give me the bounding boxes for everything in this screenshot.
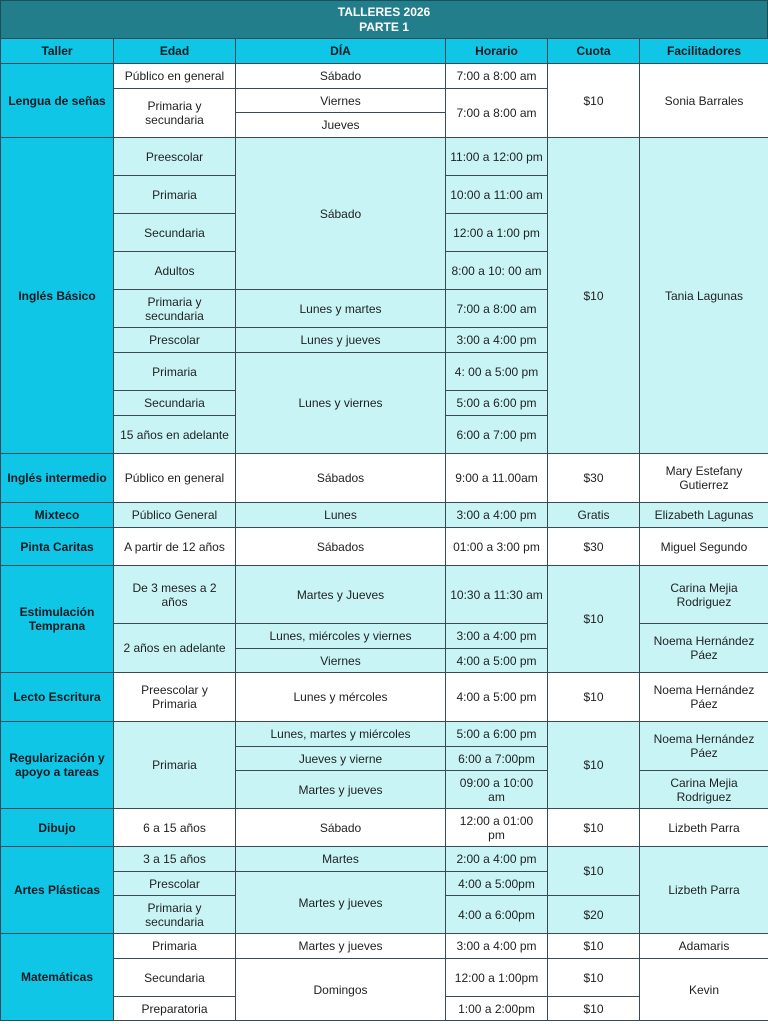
- horario-cell: 8:00 a 10: 00 am: [446, 252, 548, 290]
- cuota-cell: $10: [548, 138, 640, 454]
- header-horario: Horario: [446, 39, 548, 64]
- edad-cell: Prescolar: [114, 328, 236, 353]
- taller-cell: Inglés intermedio: [1, 454, 114, 503]
- facilitadores-cell: Noema Hernández Páez: [640, 722, 768, 771]
- edad-cell: Secundaria: [114, 959, 236, 997]
- edad-cell: Secundaria: [114, 214, 236, 252]
- dia-cell: Martes y jueves: [236, 771, 446, 809]
- dia-cell: Sábado: [236, 138, 446, 290]
- horario-cell: 7:00 a 8:00 am: [446, 64, 548, 89]
- taller-cell: Lengua de señas: [1, 64, 114, 138]
- header-row: [1, 39, 768, 64]
- dia-cell: Lunes, martes y miércoles: [236, 722, 446, 747]
- edad-cell: 3 a 15 años: [114, 847, 236, 872]
- cuota-cell: $10: [548, 934, 640, 959]
- edad-cell: Primaria: [114, 353, 236, 391]
- title-line-1: TALLERES 2026: [337, 4, 431, 19]
- taller-cell: Matemáticas: [1, 934, 114, 1021]
- edad-cell: Adultos: [114, 252, 236, 290]
- dia-cell: Domingos: [236, 959, 446, 1021]
- edad-cell: Preescolar: [114, 138, 236, 176]
- facilitadores-cell: Adamaris: [640, 934, 768, 959]
- horario-cell: 4:00 a 5:00pm: [446, 872, 548, 896]
- horario-cell: 5:00 a 6:00 pm: [446, 722, 548, 747]
- horario-cell: 3:00 a 4:00 pm: [446, 934, 548, 959]
- table-row: [1, 722, 768, 747]
- edad-cell: Primaria: [114, 176, 236, 214]
- cuota-cell: $10: [548, 997, 640, 1021]
- dia-cell: Martes y jueves: [236, 872, 446, 934]
- cuota-cell: $10: [548, 847, 640, 896]
- cuota-cell: $30: [548, 454, 640, 503]
- dia-cell: Lunes: [236, 503, 446, 528]
- header-facilitadores: Facilitadores: [640, 39, 768, 64]
- table-row: [1, 624, 768, 649]
- dia-cell: Sábados: [236, 528, 446, 566]
- dia-cell: Lunes y viernes: [236, 353, 446, 454]
- horario-cell: 4:00 a 5:00 pm: [446, 673, 548, 722]
- schedule-table: [0, 38, 768, 1021]
- cuota-cell: $20: [548, 896, 640, 934]
- table-row: [1, 138, 768, 176]
- taller-cell: Inglés Básico: [1, 138, 114, 454]
- dia-cell: Lunes y mércoles: [236, 673, 446, 722]
- horario-cell: 7:00 a 8:00 am: [446, 290, 548, 328]
- horario-cell: 10:30 a 11:30 am: [446, 566, 548, 624]
- table-row: [1, 566, 768, 624]
- document-title: [0, 0, 768, 39]
- edad-cell: Público General: [114, 503, 236, 528]
- table-row: [1, 64, 768, 89]
- horario-cell: 7:00 a 8:00 am: [446, 89, 548, 138]
- horario-cell: 5:00 a 6:00 pm: [446, 391, 548, 416]
- horario-cell: 11:00 a 12:00 pm: [446, 138, 548, 176]
- horario-cell: 12:00 a 1:00 pm: [446, 214, 548, 252]
- edad-cell: De 3 meses a 2 años: [114, 566, 236, 624]
- edad-cell: Primaria y secundaria: [114, 89, 236, 138]
- horario-cell: 6:00 a 7:00 pm: [446, 416, 548, 454]
- dia-cell: Jueves: [236, 113, 446, 138]
- dia-cell: Sábados: [236, 454, 446, 503]
- horario-cell: 3:00 a 4:00 pm: [446, 503, 548, 528]
- taller-cell: Estimulación Temprana: [1, 566, 114, 673]
- facilitadores-cell: Mary Estefany Gutierrez: [640, 454, 768, 503]
- dia-cell: Viernes: [236, 89, 446, 113]
- table-row: [1, 673, 768, 722]
- edad-cell: Primaria y secundaria: [114, 896, 236, 934]
- table-row: [1, 809, 768, 847]
- taller-cell: Pinta Caritas: [1, 528, 114, 566]
- edad-cell: 6 a 15 años: [114, 809, 236, 847]
- horario-cell: 9:00 a 11.00am: [446, 454, 548, 503]
- edad-cell: Preparatoria: [114, 997, 236, 1021]
- horario-cell: 01:00 a 3:00 pm: [446, 528, 548, 566]
- cuota-cell: $10: [548, 959, 640, 997]
- table-row: [1, 934, 768, 959]
- edad-cell: Público en general: [114, 454, 236, 503]
- facilitadores-cell: Lizbeth Parra: [640, 847, 768, 934]
- table-row: [1, 528, 768, 566]
- header-edad: Edad: [114, 39, 236, 64]
- dia-cell: Martes: [236, 847, 446, 872]
- taller-cell: Lecto Escritura: [1, 673, 114, 722]
- facilitadores-cell: Kevin: [640, 959, 768, 1021]
- table-row: [1, 454, 768, 503]
- edad-cell: Primaria y secundaria: [114, 290, 236, 328]
- dia-cell: Lunes, miércoles y viernes: [236, 624, 446, 649]
- edad-cell: Prescolar: [114, 872, 236, 896]
- horario-cell: 12:00 a 01:00 pm: [446, 809, 548, 847]
- horario-cell: 10:00 a 11:00 am: [446, 176, 548, 214]
- cuota-cell: $10: [548, 566, 640, 673]
- cuota-cell: $10: [548, 809, 640, 847]
- edad-cell: A partir de 12 años: [114, 528, 236, 566]
- facilitadores-cell: Noema Hernández Páez: [640, 673, 768, 722]
- edad-cell: 2 años en adelante: [114, 624, 236, 673]
- header-dia: DÍA: [236, 39, 446, 64]
- horario-cell: 4:00 a 6:00pm: [446, 896, 548, 934]
- dia-cell: Sábado: [236, 64, 446, 89]
- cuota-cell: $30: [548, 528, 640, 566]
- horario-cell: 1:00 a 2:00pm: [446, 997, 548, 1021]
- dia-cell: Martes y Jueves: [236, 566, 446, 624]
- edad-cell: Preescolar y Primaria: [114, 673, 236, 722]
- horario-cell: 2:00 a 4:00 pm: [446, 847, 548, 872]
- cuota-cell: $10: [548, 722, 640, 809]
- header-taller: Taller: [1, 39, 114, 64]
- edad-cell: Secundaria: [114, 391, 236, 416]
- facilitadores-cell: Elizabeth Lagunas: [640, 503, 768, 528]
- facilitadores-cell: Tania Lagunas: [640, 138, 768, 454]
- horario-cell: 3:00 a 4:00 pm: [446, 328, 548, 353]
- table-row: [1, 959, 768, 997]
- header-cuota: Cuota: [548, 39, 640, 64]
- edad-cell: Público en general: [114, 64, 236, 89]
- facilitadores-cell: Noema Hernández Páez: [640, 624, 768, 673]
- dia-cell: Viernes: [236, 649, 446, 673]
- horario-cell: 3:00 a 4:00 pm: [446, 624, 548, 649]
- horario-cell: 12:00 a 1:00pm: [446, 959, 548, 997]
- horario-cell: 6:00 a 7:00pm: [446, 747, 548, 771]
- table-row: [1, 847, 768, 872]
- horario-cell: 4: 00 a 5:00 pm: [446, 353, 548, 391]
- edad-cell: 15 años en adelante: [114, 416, 236, 454]
- dia-cell: Lunes y martes: [236, 290, 446, 328]
- cuota-cell: $10: [548, 673, 640, 722]
- dia-cell: Lunes y jueves: [236, 328, 446, 353]
- edad-cell: Primaria: [114, 722, 236, 809]
- facilitadores-cell: Miguel Segundo: [640, 528, 768, 566]
- cuota-cell: Gratis: [548, 503, 640, 528]
- taller-cell: Regularización y apoyo a tareas: [1, 722, 114, 809]
- taller-cell: Artes Plásticas: [1, 847, 114, 934]
- cuota-cell: $10: [548, 64, 640, 138]
- taller-cell: Mixteco: [1, 503, 114, 528]
- facilitadores-cell: Carina Mejia Rodriguez: [640, 566, 768, 624]
- horario-cell: 09:00 a 10:00 am: [446, 771, 548, 809]
- table-row: [1, 503, 768, 528]
- dia-cell: Sábado: [236, 809, 446, 847]
- taller-cell: Dibujo: [1, 809, 114, 847]
- facilitadores-cell: Lizbeth Parra: [640, 809, 768, 847]
- facilitadores-cell: Carina Mejia Rodriguez: [640, 771, 768, 809]
- horario-cell: 4:00 a 5:00 pm: [446, 649, 548, 673]
- edad-cell: Primaria: [114, 934, 236, 959]
- title-line-2: PARTE 1: [359, 19, 409, 34]
- dia-cell: Jueves y vierne: [236, 747, 446, 771]
- dia-cell: Martes y jueves: [236, 934, 446, 959]
- facilitadores-cell: Sonia Barrales: [640, 64, 768, 138]
